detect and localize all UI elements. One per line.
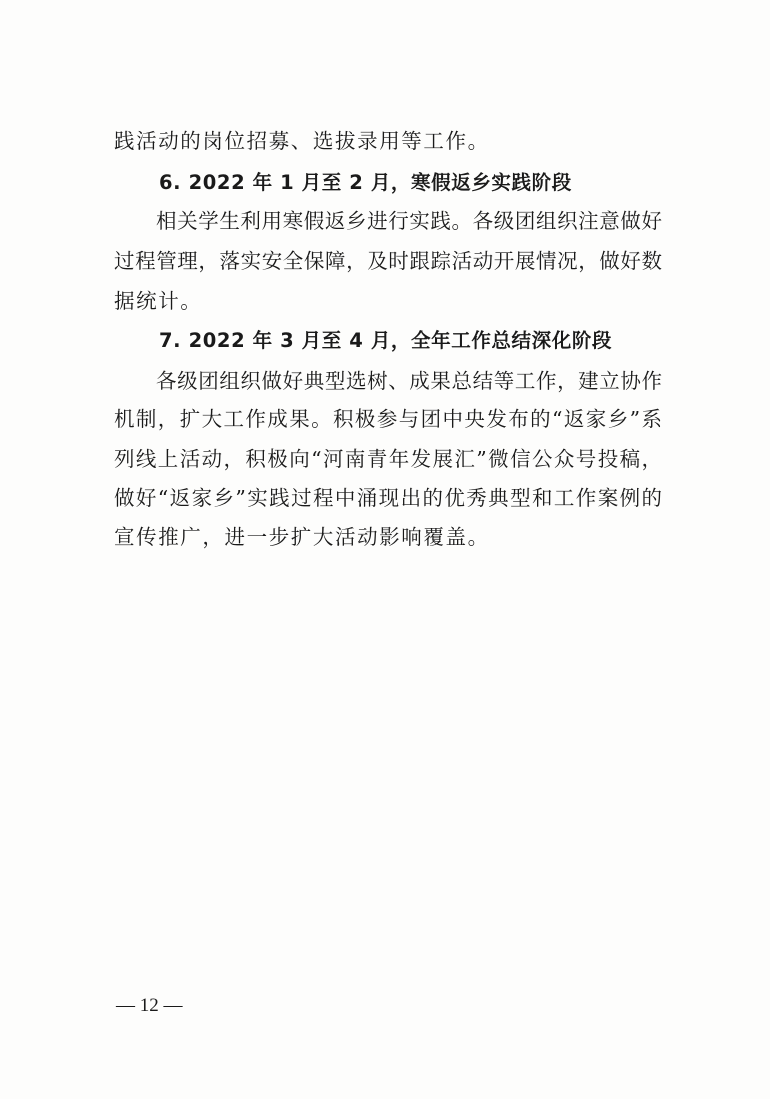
page-number: — 12 —	[116, 995, 183, 1016]
body-text-line: 践活动的岗位招募、选拔录用等工作。	[114, 129, 490, 153]
body-text-line: 相关学生利用寒假返乡进行实践。各级团组织注意做好	[156, 209, 662, 233]
body-text-line: 据统计。	[114, 289, 203, 313]
section-heading-6: 6. 2022 年 1 月至 2 月，寒假返乡实践阶段	[159, 171, 572, 194]
body-text-line: 各级团组织做好典型选树、成果总结等工作，建立协作	[156, 369, 662, 393]
body-text-line: 宣传推广，进一步扩大活动影响覆盖。	[114, 525, 490, 549]
body-text-line: 机制，扩大工作成果。积极参与团中央发布的“返家乡”系	[114, 407, 662, 431]
body-text-line: 过程管理，落实安全保障，及时跟踪活动开展情况，做好数	[114, 249, 662, 273]
section-heading-7: 7. 2022 年 3 月至 4 月，全年工作总结深化阶段	[159, 329, 613, 352]
body-text-line: 列线上活动，积极向“河南青年发展汇”微信公众号投稿，	[114, 447, 662, 471]
body-text-line: 做好“返家乡”实践过程中涌现出的优秀典型和工作案例的	[114, 486, 662, 510]
